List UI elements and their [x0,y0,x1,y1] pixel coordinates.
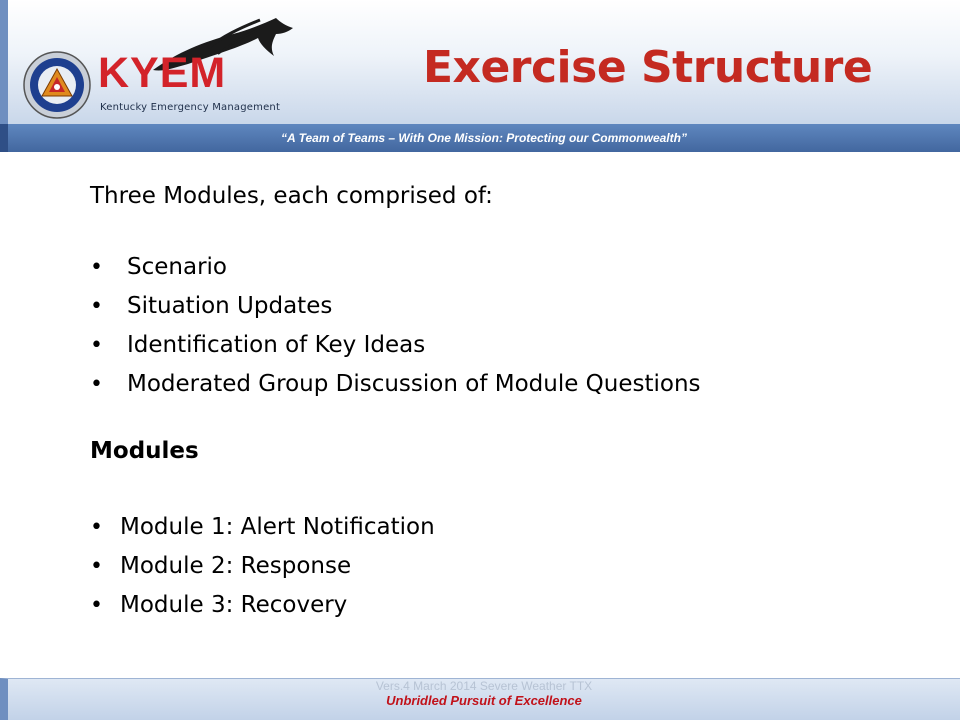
tagline-text: “A Team of Teams – With One Mission: Protecting our Commonwealth” [281,131,687,145]
kyem-seal-icon [22,50,92,120]
slide-footer [0,678,960,720]
motto-text: Unbridled Pursuit of Excellence [386,693,582,708]
kyem-logo-text: KYEM [98,49,227,97]
bullet-icon: • [90,515,103,540]
list-item-label: Moderated Group Discussion of Module Questions [127,371,701,397]
bullet-icon: • [90,255,103,280]
slide-header [0,0,960,124]
list-item-label: Scenario [127,254,227,280]
tagline-band [0,124,960,152]
version-text: Vers.4 March 2014 Severe Weather TTX [375,679,593,693]
bullet-icon: • [90,593,103,618]
list-item-label: Module 3: Recovery [120,592,348,618]
intro-text: Three Modules, each comprised of: [90,183,493,209]
bullet-icon: • [90,554,103,579]
kyem-logo-subtitle: Kentucky Emergency Management [100,102,281,113]
bullet-icon: • [90,333,103,358]
list-item-label: Module 2: Response [120,553,352,579]
list-item-label: Module 1: Alert Notification [120,514,435,540]
bullet-icon: • [90,372,103,397]
list-item-label: Situation Updates [127,293,333,319]
slide-title: Exercise Structure [423,42,873,93]
list-item-label: Identification of Key Ideas [127,332,426,358]
bullet-icon: • [90,294,103,319]
modules-heading: Modules [90,438,199,464]
